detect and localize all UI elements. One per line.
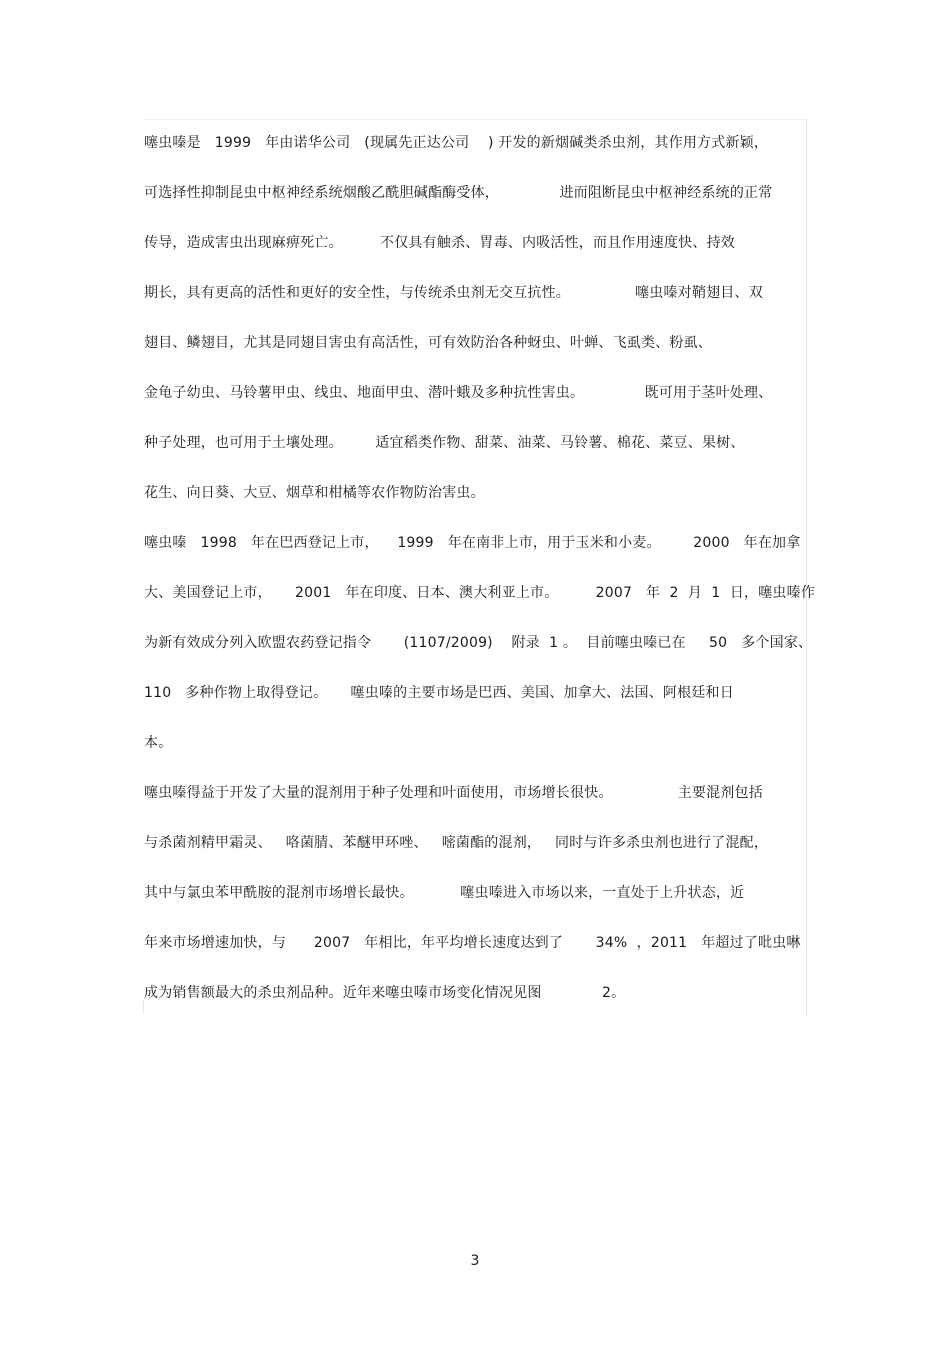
- text-line: 其中与氯虫苯甲酰胺的混剂市场增长最快。 噻虫嗪进入市场以来，一直处于上升状态，近: [144, 885, 745, 901]
- text-line: 种子处理，也可用于土壤处理。 适宜稻类作物、甜菜、油菜、马铃薯、棉花、菜豆、果树、: [144, 435, 745, 451]
- text-line: 110 多种作物上取得登记。 噻虫嗪的主要市场是巴西、美国、加拿大、法国、阿根廷和日: [144, 685, 734, 701]
- text-line: 花生、向日葵、大豆、烟草和柑橘等农作物防治害虫。: [144, 485, 485, 501]
- text-line: 可选择性抑制昆虫中枢神经系统烟酸乙酰胆碱酯酶受体， 进而阻断昆虫中枢神经系统的正常: [144, 185, 773, 201]
- text-line: 本。: [144, 735, 173, 751]
- text-line: 成为销售额最大的杀虫剂品种。近年来噻虫嗪市场变化情况见图 2。: [144, 985, 626, 1001]
- text-frame: [143, 119, 807, 1015]
- text-line: 噻虫嗪 1998 年在巴西登记上市， 1999 年在南非上市，用于玉米和小麦。 2000 年在加拿: [144, 535, 801, 551]
- page-number: 3: [470, 1253, 480, 1269]
- frame-edge: [143, 1000, 144, 1014]
- text-line: 与杀菌剂精甲霜灵、 咯菌腈、苯醚甲环唑、 嘧菌酯的混剂， 同时与许多杀虫剂也进行了混配，: [144, 835, 769, 851]
- text-line: 噻虫嗪是 1999 年由诺华公司 (现属先正达公司 ) 开发的新烟碱类杀虫剂，其作用方式新颖，: [144, 135, 769, 151]
- text-line: 传导，造成害虫出现麻痹死亡。 不仅具有触杀、胃毒、内吸活性，而且作用速度快、持效: [144, 235, 735, 251]
- text-line: 大、美国登记上市， 2001 年在印度、日本、澳大利亚上市。 2007 年 2 月 1 日，噻虫嗪作: [144, 585, 816, 601]
- text-line: 翅目、鳞翅目，尤其是同翅目害虫有高活性，可有效防治各种蚜虫、叶蝉、飞虱类、粉虱、: [144, 335, 712, 351]
- text-line: 金龟子幼虫、马铃薯甲虫、线虫、地面甲虫、潜叶蛾及多种抗性害虫。 既可用于茎叶处理、: [144, 385, 773, 401]
- text-line: 噻虫嗪得益于开发了大量的混剂用于种子处理和叶面使用，市场增长很快。 主要混剂包括: [144, 785, 763, 801]
- text-line: 期长，具有更高的活性和更好的安全性，与传统杀虫剂无交互抗性。 噻虫嗪对鞘翅目、双: [144, 285, 763, 301]
- text-line: 为新有效成分列入欧盟农药登记指令 (1107/2009) 附录 1 。 目前噻虫嗪已在 50 多个国家、: [144, 635, 813, 651]
- text-line: 年来市场增速加快，与 2007 年相比，年平均增长速度达到了 34% ，2011 年超过了吡虫啉: [144, 935, 801, 951]
